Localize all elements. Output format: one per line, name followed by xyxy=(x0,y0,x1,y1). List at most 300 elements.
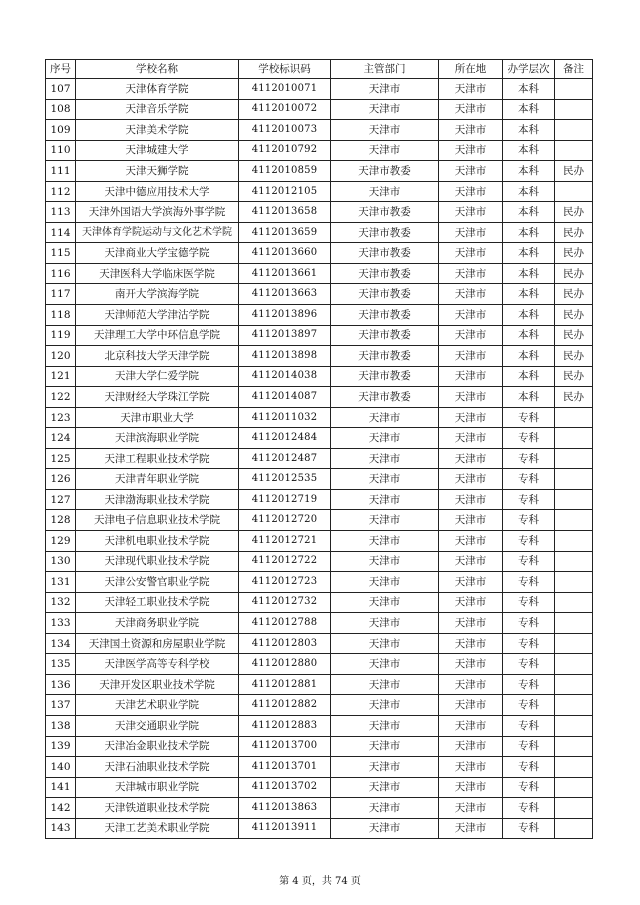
cell-school-name: 天津大学仁爱学院 xyxy=(76,366,239,387)
cell-school-code: 4112012487 xyxy=(239,448,331,469)
cell-location: 天津市 xyxy=(439,140,503,161)
header-location: 所在地 xyxy=(439,60,503,79)
cell-school-name: 天津师范大学津沽学院 xyxy=(76,305,239,326)
cell-school-code: 4112010859 xyxy=(239,161,331,182)
cell-school-code: 4112013701 xyxy=(239,757,331,778)
cell-school-code: 4112012720 xyxy=(239,510,331,531)
cell-department: 天津市 xyxy=(331,428,439,449)
cell-note xyxy=(555,613,593,634)
cell-note: 民办 xyxy=(555,202,593,223)
cell-school-code: 4112012484 xyxy=(239,428,331,449)
cell-index: 131 xyxy=(46,572,76,593)
cell-note xyxy=(555,531,593,552)
cell-location: 天津市 xyxy=(439,674,503,695)
header-index: 序号 xyxy=(46,60,76,79)
school-list-table xyxy=(45,59,593,839)
cell-location: 天津市 xyxy=(439,222,503,243)
cell-location: 天津市 xyxy=(439,99,503,120)
cell-level: 专科 xyxy=(503,633,555,654)
cell-note xyxy=(555,777,593,798)
table-row xyxy=(46,346,593,367)
cell-location: 天津市 xyxy=(439,818,503,839)
cell-level: 专科 xyxy=(503,407,555,428)
cell-location: 天津市 xyxy=(439,757,503,778)
cell-school-name: 天津现代职业技术学院 xyxy=(76,551,239,572)
cell-level: 本科 xyxy=(503,99,555,120)
table-row xyxy=(46,715,593,736)
cell-school-code: 4112013659 xyxy=(239,222,331,243)
cell-note: 民办 xyxy=(555,222,593,243)
cell-department: 天津市教委 xyxy=(331,284,439,305)
cell-index: 110 xyxy=(46,140,76,161)
header-level: 办学层次 xyxy=(503,60,555,79)
table-row xyxy=(46,161,593,182)
table-row xyxy=(46,510,593,531)
cell-index: 126 xyxy=(46,469,76,490)
cell-note xyxy=(555,510,593,531)
cell-school-name: 天津开发区职业技术学院 xyxy=(76,674,239,695)
cell-department: 天津市 xyxy=(331,798,439,819)
cell-school-name: 天津滨海职业学院 xyxy=(76,428,239,449)
cell-school-code: 4112014087 xyxy=(239,387,331,408)
cell-index: 112 xyxy=(46,181,76,202)
cell-index: 128 xyxy=(46,510,76,531)
cell-index: 142 xyxy=(46,798,76,819)
cell-note xyxy=(555,140,593,161)
cell-location: 天津市 xyxy=(439,654,503,675)
cell-level: 专科 xyxy=(503,613,555,634)
cell-note xyxy=(555,818,593,839)
cell-school-code: 4112012723 xyxy=(239,572,331,593)
cell-note xyxy=(555,120,593,141)
table-row xyxy=(46,695,593,716)
cell-school-name: 天津医学高等专科学校 xyxy=(76,654,239,675)
cell-index: 122 xyxy=(46,387,76,408)
cell-department: 天津市 xyxy=(331,654,439,675)
table-row xyxy=(46,140,593,161)
cell-index: 111 xyxy=(46,161,76,182)
cell-index: 120 xyxy=(46,346,76,367)
cell-school-name: 天津市职业大学 xyxy=(76,407,239,428)
cell-index: 116 xyxy=(46,263,76,284)
table-row xyxy=(46,551,593,572)
cell-note xyxy=(555,79,593,100)
cell-school-code: 4112012803 xyxy=(239,633,331,654)
table-row xyxy=(46,305,593,326)
school-list-table-container xyxy=(45,59,592,839)
cell-index: 113 xyxy=(46,202,76,223)
cell-school-name: 天津国土资源和房屋职业学院 xyxy=(76,633,239,654)
cell-school-code: 4112012721 xyxy=(239,531,331,552)
table-row xyxy=(46,818,593,839)
cell-level: 专科 xyxy=(503,572,555,593)
cell-level: 专科 xyxy=(503,798,555,819)
cell-school-name: 天津中德应用技术大学 xyxy=(76,181,239,202)
cell-location: 天津市 xyxy=(439,387,503,408)
cell-note xyxy=(555,633,593,654)
header-note: 备注 xyxy=(555,60,593,79)
cell-school-code: 4112011032 xyxy=(239,407,331,428)
cell-department: 天津市教委 xyxy=(331,387,439,408)
cell-location: 天津市 xyxy=(439,120,503,141)
cell-index: 130 xyxy=(46,551,76,572)
cell-school-code: 4112013896 xyxy=(239,305,331,326)
cell-note xyxy=(555,99,593,120)
cell-department: 天津市 xyxy=(331,613,439,634)
cell-school-code: 4112012732 xyxy=(239,592,331,613)
table-row xyxy=(46,469,593,490)
cell-note xyxy=(555,448,593,469)
cell-school-code: 4112014038 xyxy=(239,366,331,387)
table-row xyxy=(46,757,593,778)
cell-index: 109 xyxy=(46,120,76,141)
cell-department: 天津市教委 xyxy=(331,346,439,367)
cell-location: 天津市 xyxy=(439,715,503,736)
cell-note xyxy=(555,407,593,428)
cell-note: 民办 xyxy=(555,284,593,305)
table-row xyxy=(46,489,593,510)
cell-level: 专科 xyxy=(503,489,555,510)
cell-department: 天津市 xyxy=(331,674,439,695)
cell-level: 专科 xyxy=(503,674,555,695)
cell-level: 本科 xyxy=(503,222,555,243)
table-row xyxy=(46,654,593,675)
cell-school-code: 4112012880 xyxy=(239,654,331,675)
cell-level: 专科 xyxy=(503,695,555,716)
cell-note xyxy=(555,592,593,613)
cell-school-code: 4112013897 xyxy=(239,325,331,346)
cell-school-name: 天津外国语大学滨海外事学院 xyxy=(76,202,239,223)
cell-location: 天津市 xyxy=(439,181,503,202)
table-row xyxy=(46,284,593,305)
cell-school-code: 4112013660 xyxy=(239,243,331,264)
cell-index: 124 xyxy=(46,428,76,449)
cell-location: 天津市 xyxy=(439,592,503,613)
cell-department: 天津市 xyxy=(331,633,439,654)
cell-school-code: 4112012535 xyxy=(239,469,331,490)
cell-note xyxy=(555,715,593,736)
cell-index: 123 xyxy=(46,407,76,428)
cell-location: 天津市 xyxy=(439,551,503,572)
table-row xyxy=(46,407,593,428)
cell-index: 135 xyxy=(46,654,76,675)
cell-department: 天津市 xyxy=(331,551,439,572)
cell-level: 本科 xyxy=(503,79,555,100)
cell-index: 117 xyxy=(46,284,76,305)
cell-level: 专科 xyxy=(503,592,555,613)
cell-school-code: 4112013898 xyxy=(239,346,331,367)
cell-level: 本科 xyxy=(503,202,555,223)
cell-school-code: 4112013663 xyxy=(239,284,331,305)
cell-department: 天津市 xyxy=(331,79,439,100)
cell-school-name: 天津体育学院 xyxy=(76,79,239,100)
cell-school-name: 天津电子信息职业技术学院 xyxy=(76,510,239,531)
cell-location: 天津市 xyxy=(439,366,503,387)
cell-school-code: 4112010071 xyxy=(239,79,331,100)
cell-department: 天津市 xyxy=(331,489,439,510)
cell-department: 天津市 xyxy=(331,469,439,490)
cell-location: 天津市 xyxy=(439,695,503,716)
table-row xyxy=(46,181,593,202)
cell-department: 天津市 xyxy=(331,181,439,202)
cell-level: 专科 xyxy=(503,428,555,449)
header-department: 主管部门 xyxy=(331,60,439,79)
cell-level: 专科 xyxy=(503,715,555,736)
cell-level: 本科 xyxy=(503,366,555,387)
cell-location: 天津市 xyxy=(439,736,503,757)
table-row xyxy=(46,263,593,284)
cell-department: 天津市教委 xyxy=(331,325,439,346)
cell-index: 139 xyxy=(46,736,76,757)
cell-school-code: 4112013661 xyxy=(239,263,331,284)
header-school-code: 学校标识码 xyxy=(239,60,331,79)
table-row xyxy=(46,79,593,100)
cell-level: 专科 xyxy=(503,777,555,798)
cell-note: 民办 xyxy=(555,243,593,264)
cell-school-name: 北京科技大学天津学院 xyxy=(76,346,239,367)
cell-location: 天津市 xyxy=(439,448,503,469)
cell-note xyxy=(555,695,593,716)
cell-level: 专科 xyxy=(503,469,555,490)
cell-school-name: 天津城建大学 xyxy=(76,140,239,161)
cell-school-code: 4112012881 xyxy=(239,674,331,695)
cell-index: 121 xyxy=(46,366,76,387)
cell-school-name: 天津渤海职业技术学院 xyxy=(76,489,239,510)
cell-department: 天津市 xyxy=(331,736,439,757)
cell-index: 140 xyxy=(46,757,76,778)
cell-level: 本科 xyxy=(503,263,555,284)
cell-department: 天津市教委 xyxy=(331,222,439,243)
cell-index: 133 xyxy=(46,613,76,634)
cell-index: 114 xyxy=(46,222,76,243)
cell-department: 天津市 xyxy=(331,777,439,798)
cell-note xyxy=(555,798,593,819)
table-row xyxy=(46,222,593,243)
cell-note xyxy=(555,489,593,510)
cell-school-name: 天津商务职业学院 xyxy=(76,613,239,634)
cell-level: 本科 xyxy=(503,243,555,264)
table-row xyxy=(46,633,593,654)
cell-index: 141 xyxy=(46,777,76,798)
cell-level: 本科 xyxy=(503,346,555,367)
cell-department: 天津市 xyxy=(331,695,439,716)
cell-note xyxy=(555,572,593,593)
cell-index: 129 xyxy=(46,531,76,552)
table-row xyxy=(46,387,593,408)
cell-note xyxy=(555,428,593,449)
cell-index: 127 xyxy=(46,489,76,510)
table-row xyxy=(46,531,593,552)
cell-school-code: 4112013700 xyxy=(239,736,331,757)
table-row xyxy=(46,428,593,449)
cell-note xyxy=(555,654,593,675)
cell-school-name: 天津冶金职业技术学院 xyxy=(76,736,239,757)
cell-school-code: 4112013702 xyxy=(239,777,331,798)
cell-level: 本科 xyxy=(503,305,555,326)
cell-school-name: 天津交通职业学院 xyxy=(76,715,239,736)
cell-school-name: 天津天狮学院 xyxy=(76,161,239,182)
cell-note: 民办 xyxy=(555,387,593,408)
cell-school-name: 天津艺术职业学院 xyxy=(76,695,239,716)
cell-location: 天津市 xyxy=(439,613,503,634)
cell-school-code: 4112013911 xyxy=(239,818,331,839)
cell-index: 107 xyxy=(46,79,76,100)
cell-department: 天津市 xyxy=(331,140,439,161)
cell-level: 本科 xyxy=(503,140,555,161)
cell-department: 天津市 xyxy=(331,818,439,839)
cell-school-name: 天津铁道职业技术学院 xyxy=(76,798,239,819)
cell-index: 118 xyxy=(46,305,76,326)
cell-department: 天津市 xyxy=(331,448,439,469)
cell-note xyxy=(555,757,593,778)
cell-index: 137 xyxy=(46,695,76,716)
cell-school-name: 天津财经大学珠江学院 xyxy=(76,387,239,408)
cell-note: 民办 xyxy=(555,305,593,326)
cell-department: 天津市 xyxy=(331,510,439,531)
cell-level: 本科 xyxy=(503,181,555,202)
cell-school-code: 4112010072 xyxy=(239,99,331,120)
cell-level: 本科 xyxy=(503,387,555,408)
cell-level: 专科 xyxy=(503,736,555,757)
cell-department: 天津市 xyxy=(331,715,439,736)
cell-index: 115 xyxy=(46,243,76,264)
cell-school-name: 天津体育学院运动与文化艺术学院 xyxy=(76,222,239,243)
cell-note xyxy=(555,469,593,490)
table-row xyxy=(46,777,593,798)
table-row xyxy=(46,613,593,634)
cell-note xyxy=(555,736,593,757)
cell-index: 125 xyxy=(46,448,76,469)
cell-department: 天津市教委 xyxy=(331,263,439,284)
cell-level: 专科 xyxy=(503,757,555,778)
table-row xyxy=(46,99,593,120)
cell-location: 天津市 xyxy=(439,489,503,510)
page-footer: 第 4 页，共 74 页 xyxy=(279,876,361,887)
cell-department: 天津市 xyxy=(331,757,439,778)
cell-level: 本科 xyxy=(503,120,555,141)
cell-location: 天津市 xyxy=(439,777,503,798)
cell-index: 132 xyxy=(46,592,76,613)
cell-school-code: 4112010073 xyxy=(239,120,331,141)
cell-location: 天津市 xyxy=(439,531,503,552)
table-header-row xyxy=(46,60,593,79)
cell-school-name: 天津美术学院 xyxy=(76,120,239,141)
cell-location: 天津市 xyxy=(439,161,503,182)
cell-level: 专科 xyxy=(503,551,555,572)
cell-department: 天津市 xyxy=(331,531,439,552)
cell-location: 天津市 xyxy=(439,572,503,593)
table-row xyxy=(46,120,593,141)
cell-location: 天津市 xyxy=(439,79,503,100)
cell-note: 民办 xyxy=(555,346,593,367)
cell-department: 天津市教委 xyxy=(331,161,439,182)
cell-school-name: 天津机电职业技术学院 xyxy=(76,531,239,552)
table-row xyxy=(46,674,593,695)
cell-school-name: 南开大学滨海学院 xyxy=(76,284,239,305)
cell-location: 天津市 xyxy=(439,263,503,284)
cell-location: 天津市 xyxy=(439,346,503,367)
cell-department: 天津市 xyxy=(331,120,439,141)
cell-index: 108 xyxy=(46,99,76,120)
cell-level: 专科 xyxy=(503,448,555,469)
cell-location: 天津市 xyxy=(439,633,503,654)
cell-school-name: 天津公安警官职业学院 xyxy=(76,572,239,593)
cell-index: 119 xyxy=(46,325,76,346)
cell-department: 天津市 xyxy=(331,407,439,428)
cell-location: 天津市 xyxy=(439,428,503,449)
cell-location: 天津市 xyxy=(439,469,503,490)
cell-level: 专科 xyxy=(503,654,555,675)
cell-index: 138 xyxy=(46,715,76,736)
cell-department: 天津市 xyxy=(331,592,439,613)
cell-school-name: 天津轻工职业技术学院 xyxy=(76,592,239,613)
cell-school-name: 天津工艺美术职业学院 xyxy=(76,818,239,839)
table-row xyxy=(46,325,593,346)
cell-school-name: 天津音乐学院 xyxy=(76,99,239,120)
cell-index: 136 xyxy=(46,674,76,695)
table-row xyxy=(46,572,593,593)
cell-location: 天津市 xyxy=(439,325,503,346)
cell-department: 天津市教委 xyxy=(331,202,439,223)
cell-location: 天津市 xyxy=(439,407,503,428)
cell-school-name: 天津青年职业学院 xyxy=(76,469,239,490)
cell-department: 天津市教委 xyxy=(331,305,439,326)
table-row xyxy=(46,202,593,223)
table-row xyxy=(46,448,593,469)
cell-level: 专科 xyxy=(503,531,555,552)
cell-department: 天津市教委 xyxy=(331,366,439,387)
table-row xyxy=(46,736,593,757)
cell-note xyxy=(555,551,593,572)
cell-note: 民办 xyxy=(555,366,593,387)
cell-school-code: 4112012883 xyxy=(239,715,331,736)
cell-note: 民办 xyxy=(555,325,593,346)
cell-department: 天津市教委 xyxy=(331,243,439,264)
table-row xyxy=(46,366,593,387)
cell-level: 专科 xyxy=(503,510,555,531)
cell-location: 天津市 xyxy=(439,305,503,326)
cell-school-name: 天津理工大学中环信息学院 xyxy=(76,325,239,346)
table-row xyxy=(46,243,593,264)
cell-location: 天津市 xyxy=(439,798,503,819)
cell-department: 天津市 xyxy=(331,572,439,593)
cell-level: 本科 xyxy=(503,161,555,182)
cell-department: 天津市 xyxy=(331,99,439,120)
cell-location: 天津市 xyxy=(439,510,503,531)
cell-school-name: 天津工程职业技术学院 xyxy=(76,448,239,469)
cell-school-name: 天津商业大学宝德学院 xyxy=(76,243,239,264)
cell-school-code: 4112012719 xyxy=(239,489,331,510)
cell-school-name: 天津石油职业技术学院 xyxy=(76,757,239,778)
cell-index: 143 xyxy=(46,818,76,839)
table-row xyxy=(46,798,593,819)
cell-school-code: 4112013863 xyxy=(239,798,331,819)
cell-school-code: 4112012105 xyxy=(239,181,331,202)
cell-level: 本科 xyxy=(503,325,555,346)
cell-school-name: 天津城市职业学院 xyxy=(76,777,239,798)
cell-note: 民办 xyxy=(555,161,593,182)
cell-note xyxy=(555,181,593,202)
cell-index: 134 xyxy=(46,633,76,654)
cell-school-name: 天津医科大学临床医学院 xyxy=(76,263,239,284)
cell-location: 天津市 xyxy=(439,202,503,223)
cell-location: 天津市 xyxy=(439,243,503,264)
cell-location: 天津市 xyxy=(439,284,503,305)
table-row xyxy=(46,592,593,613)
cell-school-code: 4112010792 xyxy=(239,140,331,161)
cell-note: 民办 xyxy=(555,263,593,284)
cell-school-code: 4112012882 xyxy=(239,695,331,716)
